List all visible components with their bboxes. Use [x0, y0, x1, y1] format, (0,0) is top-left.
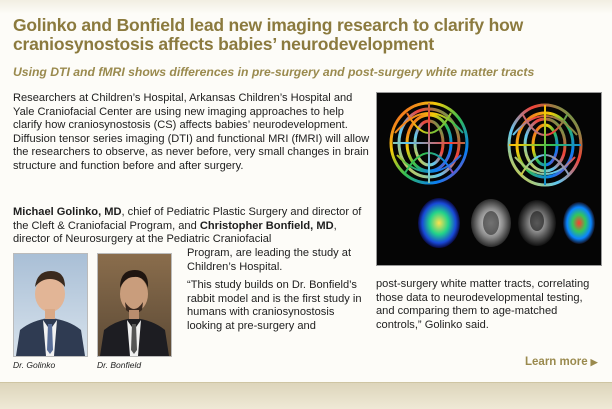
- golinko-caption: Dr. Golinko: [13, 360, 56, 370]
- footer-bar: [0, 382, 612, 409]
- triangle-right-icon: ▶: [590, 357, 598, 367]
- brain-imaging-figure: [376, 92, 602, 266]
- bonfield-photo: [97, 253, 172, 357]
- bonfield-name: Christopher Bonfield, MD: [199, 219, 334, 232]
- researchers-paragraph: [13, 206, 371, 247]
- narrow-column: [187, 247, 372, 339]
- golinko-photo: [13, 253, 88, 357]
- learn-more-label[interactable]: Learn more: [525, 356, 588, 368]
- researchers-paragraph-continued: Program, are leading the study at Children’s Hospital.: [187, 247, 352, 273]
- learn-more-link[interactable]: [525, 356, 598, 368]
- bonfield-role: , director of Neurosurgery at the Pediatric Craniofacial: [13, 219, 337, 246]
- article-headline: Golinko and Bonfield lead new imaging research to clarify how craniosynostosis affects babies’ neurodevelopment: [13, 15, 523, 54]
- article-subheadline: Using DTI and fMRI shows differences in pre-surgery and post-surgery white matter tracts: [13, 65, 535, 79]
- intro-paragraph: Researchers at Children’s Hospital, Arkansas Children’s Hospital and Yale Craniofacial Center are using new imaging approaches to help clarify how craniosynostosis (CS) affects babies’ neurodevelopment. Diffusion tensor series imaging (DTI) and functional MRI (fMRI) will allow the researchers to observe, as never before, very small changes in brain structure and function before and after surgery.: [13, 92, 370, 172]
- quote-paragraph-continued: post-surgery white matter tracts, correlating those data to neurodevelopmental testing, and comparing them to age-matched controls,” Golinko said.: [376, 278, 590, 331]
- bonfield-caption: Dr. Bonfield: [97, 360, 142, 370]
- right-column: [376, 278, 604, 332]
- quote-paragraph: “This study builds on Dr. Bonfield’s rabbit model and is the first study in humans with craniosynostosis looking at pre-surgery and: [187, 279, 362, 332]
- top-banner-bar: [0, 0, 612, 14]
- golinko-name: Michael Golinko, MD: [13, 206, 122, 218]
- golinko-role: , chief of Pediatric Plastic Surgery and director of the Cleft & Craniofacial Program, and: [13, 206, 362, 232]
